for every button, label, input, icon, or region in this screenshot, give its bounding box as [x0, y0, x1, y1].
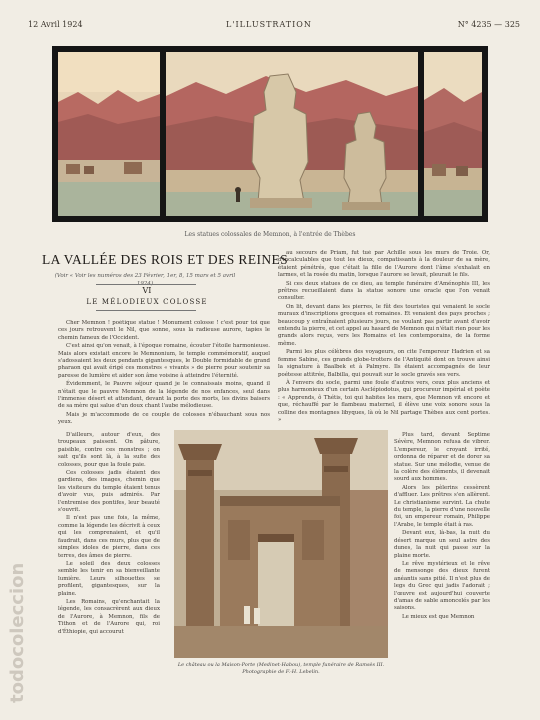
header-page-number: N° 4235 — 325: [457, 20, 520, 29]
paragraph: Si ces deux statues de ce dieu, au temple funéraire d'Aménophis III, les prêtres recueillaient dans la statue sonore une oracle que l'on venait consulter.: [278, 280, 490, 302]
paragraph: Le soleil des deux colosses semble les tenir en sa bienveillante lumière. Leurs silhouettes se profilent, gigantesques, sur la plaine.: [58, 560, 160, 597]
triptych-left-panel: [58, 52, 160, 216]
paragraph: Le rêve mystérieux et le rêve de mensonge des dieux furent anéantis sans pitié. Il n'est plus de legs du Grec qui jadis l'adorait ; l'œuvre est aujourd'hui couverte d'amas de sable amoncelés par les saisons.: [394, 560, 490, 612]
paragraph: Le mieux est que Memnon: [402, 613, 475, 620]
paragraph: On lit, devant dans les pierres, le fût des touristes qui venaient le socle muraux d'inscriptions grecques et romaines. Et venaient des pays proches ; beaucoup y entraînaient plusieurs jours, ne voulant pas partir avant d'avoir entendu la pierre, et cet appel au hasard de Memnon qui n'était rien pour les grands alors reçus, vers les Romains et les contemporains, de la forme même.: [278, 303, 490, 347]
article-subtitle: (Voir « Voir les numéros des 23 Février, 1er, 8, 15 mars et 5 avril: [54, 273, 236, 279]
text-column-4: [394, 432, 490, 704]
text-column-3: [58, 432, 160, 704]
article-title: LA VALLÉE DES ROIS ET DES REINES: [42, 252, 289, 267]
header-publication: L'ILLUSTRATION: [226, 20, 312, 29]
paragraph: Mais je m'accommode de ce couple de colosses n'ébauchant sous nos yeux.: [58, 411, 270, 426]
paragraph: Plus tard, devant Septime Sévère, Memnon refusa de vibrer. L'empereur, le croyant irrité, ordonna de réparer et de dorer sa statue. Sur une mélodie, venue de la colère des éléments, il devenait sourd aux hommes.: [394, 432, 490, 483]
paragraph: Évidemment, le Pauvre séjour quand je le connaissais moins, quand il n'était que le pauvre Memnon de la légende de nos enfances, seul dans l'immense désert et attendant, devant la porte des morts, les divins baisers de sa mère qui salue d'un doux chant l'aube mélodieuse.: [58, 381, 270, 410]
header-date: 12 Avril 1924: [28, 20, 83, 29]
paragraph: Devant eux, là-bas, la nuit du désert marque un seul astre des dunes, la nuit qui passe sur la plaine morte.: [394, 530, 490, 559]
paragraph: Ces colosses jadis étaient des gardiens, des images, chemin que les visiteurs du temple étaient tenus d'avoir vus, puis admirés. Par l'entremise des pontifes, leur beauté s'ouvrit.: [58, 470, 160, 514]
text-column-1: [58, 320, 270, 430]
paragraph: Les Romains, qu'enchantait la légende, les consacrèrent aux dieux de l'Aurore, à Memnon, fils de Tithon et de l'Aurore qui, roi d'Éthiopie, qui accourut: [58, 598, 160, 635]
triptych-center-panel: [166, 52, 418, 216]
text-column-2: [278, 250, 490, 430]
todocoleccion-watermark: [4, 545, 30, 705]
medinet-habu-photo: [174, 430, 388, 658]
paragraph: au secours de Priam, fut tué par Achille sous les murs de Troie. Or, d'incalculables que tout les dieux, compatissants à la douleur de sa mère, étaient pénétrés, que c'était la fille de l'Aurore dont l'âme s'exhalait en larmes, et la rosée du matin, lorsque l'aurore se levait, pleurait le fils.: [278, 250, 490, 279]
photo-caption: Le château ou la Maison-Porte (Medinet-Habou), temple funéraire de Ramsès III. Photographie de F.-H. Lebelin.: [177, 662, 385, 675]
svg-text:todocoleccion: todocoleccion: [7, 562, 28, 703]
paragraph: D'ailleurs, autour d'eux, des troupeaux paissent. On pâture, paisible, contre ces monstres ; on sait qu'ils sont là, à la suite des colosses, pour que la foule paie.: [58, 432, 160, 468]
paragraph: C'est ainsi qu'on venait, à l'époque romaine, écouter l'étoile harmonieuse. Mais alors existait encore le Memnonium, le temple commémoratif, auquel s'adossaient les deux pendants gigantesques, le Double formidable de grand pharaon qui avait érigé ces monstres « vivants » de pierre pour soutenir sa paresse de lumière et aider son âme voisine à atteindre l'éternité.: [58, 343, 270, 379]
triptych-caption: Les statues colossales de Memnon, à l'entrée de Thèbes: [184, 231, 356, 238]
section-rule: [96, 310, 196, 311]
section-title: LE MÉLODIEUX COLOSSE: [86, 298, 208, 306]
paragraph: À l'envers du socle, parmi une foule d'autres vers, ceux plus anciens et plus harmonieux d'un certain Asclépiodotus, qui procureur impérial et poète : « Apprends, ô Thétis, toi qui habites les mers, que Memnon vit encore et que, réchauffé par le flambeau maternel, il élève une voix sonore sous la colline des montagnes libyques, là où le Nil partage Thèbes aux cent portes. »: [278, 379, 490, 423]
memnon-colossi-triptych: [52, 46, 488, 222]
triptych-right-panel: [424, 52, 482, 216]
paragraph: Cher Memnon ! poétique statue ! Monument colosse ! c'est pour toi que ces jours retrouvent le Nil, que sonne, sous la radieuse aurore, tapies le chemin fameux de l'Occident.: [58, 320, 270, 341]
paragraph: Alors les pèlerins cessèrent d'affluer. Les prêtres s'en allèrent. Le christianisme survint. La chute du temple, la pierre d'une nouvelle foi, un empereur romain, Philippe l'Arabe, le temple était à ras.: [394, 484, 490, 528]
title-rule: [96, 284, 196, 285]
paragraph: Il n'est pas une fois, la même, comme la légende les décrivit à ceux qui les comprenaient, et qu'il faudrait, dans ces murs, plus que de simples idoles de pierre, dans ces terres, des âmes de pierre.: [58, 515, 160, 559]
section-number: VI: [142, 286, 152, 295]
paragraph: Parmi les plus célèbres des voyageurs, on cite l'empereur Hadrien et sa femme Sabine, ces grands globe-trotters de l'Antiquité dont on trouve ainsi la signature à Baalbek et à Palmyre. Ils étaient accompagnés de leur poétesse attitrée, Balbilla, qui pouvait sur le socle gravés ses vers.: [278, 349, 490, 378]
